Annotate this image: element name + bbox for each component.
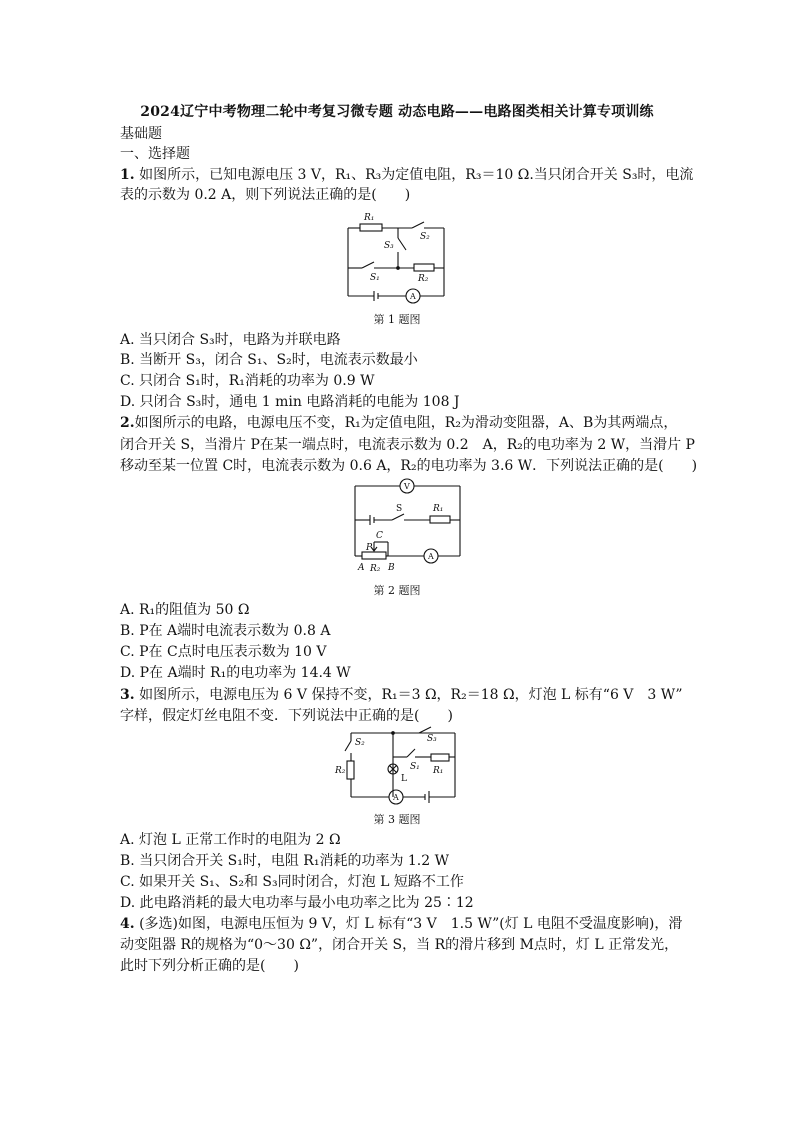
q2-label-r2: R₂ <box>370 564 381 574</box>
q2-switch-s <box>392 514 404 520</box>
q1-label-s2: S₂ <box>420 232 430 242</box>
q1-option-b: B. 当断开 S₃，闭合 S₁、S₂时，电流表示数最小 <box>120 352 418 368</box>
q1-stem-line1 <box>120 166 694 185</box>
q2-label-v: V <box>404 482 410 491</box>
q3-option-d: D. 此电路消耗的最大电功率与最小电功率之比为 25∶12 <box>120 895 474 911</box>
q3-switch-s3 <box>419 727 431 733</box>
q3-stem-text1: 如图所示，电源电压为 6 V 保持不变，R₁＝3 Ω，R₂＝18 Ω，灯泡 L 标有“6 V 3 W” <box>134 687 683 703</box>
q2-label-p: P <box>366 543 373 553</box>
q3-label-s3: S₃ <box>427 734 437 744</box>
q2-stem-line1 <box>120 414 680 433</box>
q2-stem-line3: 移动至某一位置 C时，电流表示数为 0.6 A，R₂的电功率为 3.6 W．下列说法正确的是( ) <box>120 458 698 474</box>
q2-option-c: C. P在 C点时电压表示数为 10 V <box>120 644 327 660</box>
q1-resistor-r1 <box>360 224 382 231</box>
q1-label-r1: R₁ <box>364 213 375 223</box>
q1-option-a: A. 当只闭合 S₃时，电路为并联电路 <box>120 332 341 348</box>
q3-resistor-r2 <box>347 761 354 779</box>
q3-label-s1: S₁ <box>410 762 420 772</box>
page-title: 2024辽宁中考物理二轮中考复习微专题 动态电路——电路图类相关计算专项训练 <box>140 104 654 120</box>
q2-label-a-end: A <box>358 563 365 573</box>
q2-label-a: A <box>428 552 434 561</box>
q2-label-r1: R₁ <box>433 504 444 514</box>
q1-figure-caption: 第 1 题图 <box>373 313 421 326</box>
q2-label-b: B <box>388 563 395 573</box>
q3-option-b: B. 当只闭合开关 S₁时，电阻 R₁消耗的功率为 1.2 W <box>120 853 449 869</box>
q3-circuit-diagram <box>335 727 460 803</box>
q4-stem-line2: 动变阻器 R的规格为“0～30 Ω”，闭合开关 S，当 R的滑片移到 M点时，灯 L 正常发光， <box>120 937 679 953</box>
q4-stem-text1: (多选)如图，电源电压恒为 9 V，灯 L 标有“3 V 1.5 W”(灯 L 电阻不受温度影响)，滑 <box>134 916 683 932</box>
q2-circuit-diagram <box>350 478 470 574</box>
q1-stem-text1: 如图所示，已知电源电压 3 V，R₁、R₃为定值电阻，R₃＝10 Ω.当只闭合开关 S₃时，电流 <box>134 167 694 183</box>
q3-stem-line2: 字样，假定灯丝电阻不变．下列说法中正确的是( ) <box>120 708 453 724</box>
q3-label-r1: R₁ <box>433 766 444 776</box>
q2-stem-text1: 如图所示的电路，电源电压不变，R₁为定值电阻，R₂为滑动变阻器，A、B为其两端点， <box>134 415 678 431</box>
q1-resistor-r2 <box>414 264 434 271</box>
q1-stem-line2: 表的示数为 0.2 A，则下列说法正确的是( ) <box>120 187 411 203</box>
q1-number: 1. <box>120 167 135 183</box>
q2-resistor-r1 <box>430 516 450 523</box>
q1-label-r2: R₂ <box>418 274 429 284</box>
q3-resistor-r1 <box>431 754 449 761</box>
q1-switch-s1 <box>362 262 374 268</box>
q4-number: 4. <box>120 916 135 932</box>
q3-option-c: C. 如果开关 S₁、S₂和 S₃同时闭合，灯泡 L 短路不工作 <box>120 874 464 890</box>
q3-label-s2: S₂ <box>355 738 365 748</box>
q2-stem-line2: 闭合开关 S，当滑片 P在某一端点时，电流表示数为 0.2 A，R₂的电功率为 2 W，当滑片 P <box>120 437 695 453</box>
q1-label-s1: S₁ <box>370 273 380 283</box>
section-basic: 基础题 <box>120 126 162 142</box>
q1-option-c: C. 只闭合 S₁时，R₁消耗的功率为 0.9 W <box>120 373 375 389</box>
q1-switch-s3 <box>398 238 406 250</box>
q3-switch-s2 <box>345 741 351 751</box>
q3-label-a: A <box>393 793 399 802</box>
q2-number: 2. <box>120 415 135 431</box>
q1-label-s3: S₃ <box>384 241 394 251</box>
q2-label-s: S <box>396 504 403 514</box>
q4-stem-line3: 此时下列分析正确的是( ) <box>120 958 299 974</box>
q3-label-l: L <box>401 774 407 784</box>
q2-rheostat-r2 <box>362 552 386 559</box>
section-choice: 一、选择题 <box>120 146 190 162</box>
q1-label-a: A <box>410 292 416 301</box>
q3-stem-line1 <box>120 686 683 705</box>
q3-number: 3. <box>120 687 135 703</box>
q2-option-a: A. R₁的阻值为 50 Ω <box>120 602 250 618</box>
q2-option-b: B. P在 A端时电流表示数为 0.8 A <box>120 623 331 639</box>
q3-label-r2: R₂ <box>335 766 346 776</box>
q1-option-d: D. 只闭合 S₃时，通电 1 min 电路消耗的电能为 108 J <box>120 394 460 410</box>
q3-option-a: A. 灯泡 L 正常工作时的电阻为 2 Ω <box>120 832 341 848</box>
q2-option-d: D. P在 A端时 R₁的电功率为 14.4 W <box>120 665 351 681</box>
q2-label-c: C <box>376 531 383 541</box>
q4-stem-line1 <box>120 915 683 934</box>
q3-figure-caption: 第 3 题图 <box>373 813 421 826</box>
q1-switch-s2 <box>412 222 424 228</box>
q2-figure-caption: 第 2 题图 <box>373 584 421 597</box>
q1-circuit-diagram <box>340 206 450 302</box>
